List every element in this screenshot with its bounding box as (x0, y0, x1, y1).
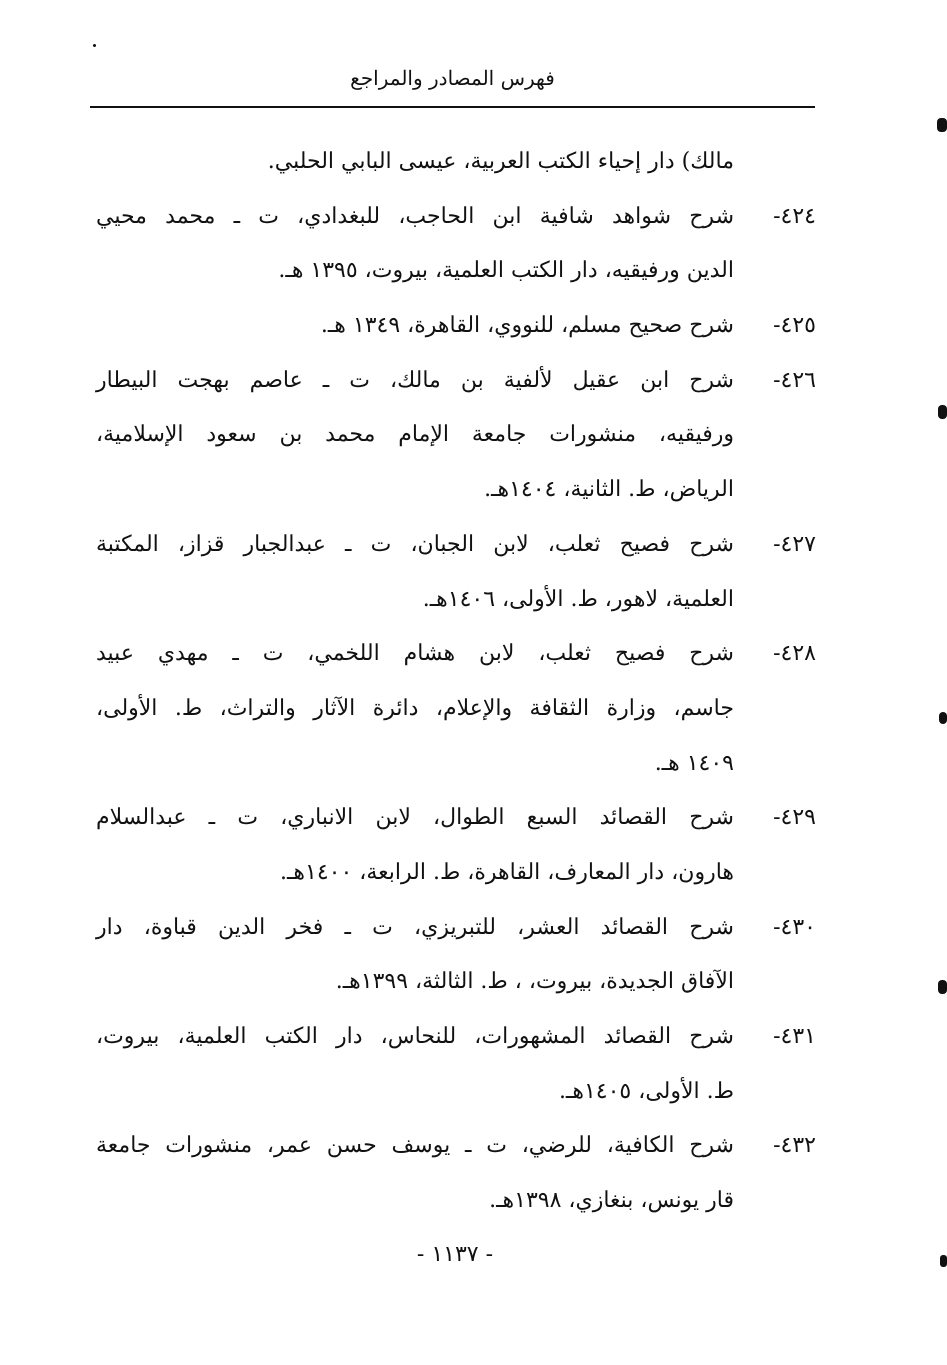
line-text: جاسم، وزارة الثقافة والإعلام، دائرة الآثار والتراث، ط. الأولى، (96, 695, 734, 721)
line-text: مالك) دار إحياء الكتب العربية، عيسى البابي الحلبي. (267, 149, 734, 174)
text-line (96, 463, 816, 518)
entry-number: ٤٣٢- (773, 1133, 816, 1159)
text-line (96, 955, 816, 1010)
entry-line (96, 190, 816, 245)
line-text: العلمية، لاهور، ط. الأولى، ١٤٠٦هـ. (422, 586, 734, 612)
entry-number: ٤٢٧- (773, 531, 816, 557)
text-line (96, 408, 816, 463)
line-text: شرح صحيح مسلم، للنووي، القاهرة، ١٣٤٩ هـ. (320, 313, 734, 339)
line-text: شرح فصيح ثعلب، لابن الجبان، ت ـ عبدالجبار قزاز، المكتبة (96, 531, 734, 557)
text-line (96, 1174, 816, 1229)
text-line (96, 135, 816, 190)
line-text: الرياض، ط. الثانية، ١٤٠٤هـ. (484, 477, 734, 503)
text-line (96, 573, 816, 628)
entry-line (96, 518, 816, 573)
entry-number: ٤٢٤- (773, 203, 816, 229)
scan-mark (937, 118, 947, 132)
entry-line (96, 791, 816, 846)
line-text: شرح القصائد المشهورات، للنحاس، دار الكتب العلمية، بيروت، (96, 1024, 734, 1049)
text-line (96, 846, 816, 901)
entry-number: ٤٢٩- (773, 805, 816, 831)
entry-line (96, 354, 816, 409)
line-text: شرح الكافية، للرضي، ت ـ يوسف حسن عمر، منشورات جامعة (96, 1133, 734, 1159)
line-text: شرح القصائد السبع الطوال، لابن الانباري، ت ـ عبدالسلام (96, 805, 734, 831)
entry-line (96, 627, 816, 682)
entry-number: ٤٣١- (773, 1024, 816, 1049)
scan-mark (940, 1255, 947, 1267)
line-text: ١٤٠٩ هـ. (654, 750, 734, 776)
entry-line (96, 901, 816, 956)
header-rule (90, 106, 815, 108)
line-text: شرح فصيح ثعلب، لابن هشام اللخمي، ت ـ مهدي عبيد (96, 641, 734, 667)
line-text: ورفيقيه، منشورات جامعة الإمام محمد بن سعود الإسلامية، (96, 422, 734, 448)
line-text: هارون، دار المعارف، القاهرة، ط. الرابعة، ١٤٠٠هـ. (279, 859, 734, 885)
entry-number: ٤٢٥- (773, 313, 816, 339)
line-text: شرح القصائد العشر، للتبريزي، ت ـ فخر الدين قباوة، دار (96, 914, 734, 940)
text-line (96, 1065, 816, 1120)
page-number: - ١١٣٧ - (416, 1242, 494, 1267)
entry-number: ٤٣٠- (773, 914, 816, 940)
line-text: شرح شواهد شافية ابن الحاجب، للبغدادي، ت ـ محمد محيي (96, 203, 734, 229)
entry-number: ٤٢٨- (773, 641, 816, 667)
line-text: شرح ابن عقيل لألفية بن مالك، ت ـ عاصم بهجت البيطار (96, 367, 734, 393)
running-title: فهرس المصادر والمراجع (350, 66, 555, 90)
line-text: الآفاق الجديدة، بيروت، ، ط. الثالثة، ١٣٩٩هـ. (335, 969, 734, 995)
text-line (96, 682, 816, 737)
scan-mark (938, 405, 947, 419)
entry-line (96, 299, 816, 354)
reference-list (96, 135, 816, 1229)
entry-line (96, 1010, 816, 1065)
entry-number: ٤٢٦- (773, 367, 816, 393)
scan-mark (939, 712, 947, 724)
scan-mark (938, 980, 947, 994)
line-text: قار يونس، بنغازي، ١٣٩٨هـ. (489, 1188, 734, 1214)
scan-dot (93, 44, 96, 47)
text-line (96, 737, 816, 792)
line-text: ط. الأولى، ١٤٠٥هـ. (558, 1078, 734, 1104)
line-text: الدين ورفيقيه، دار الكتب العلمية، بيروت، ١٣٩٥ هـ. (278, 258, 734, 284)
entry-line (96, 1119, 816, 1174)
text-line (96, 244, 816, 299)
